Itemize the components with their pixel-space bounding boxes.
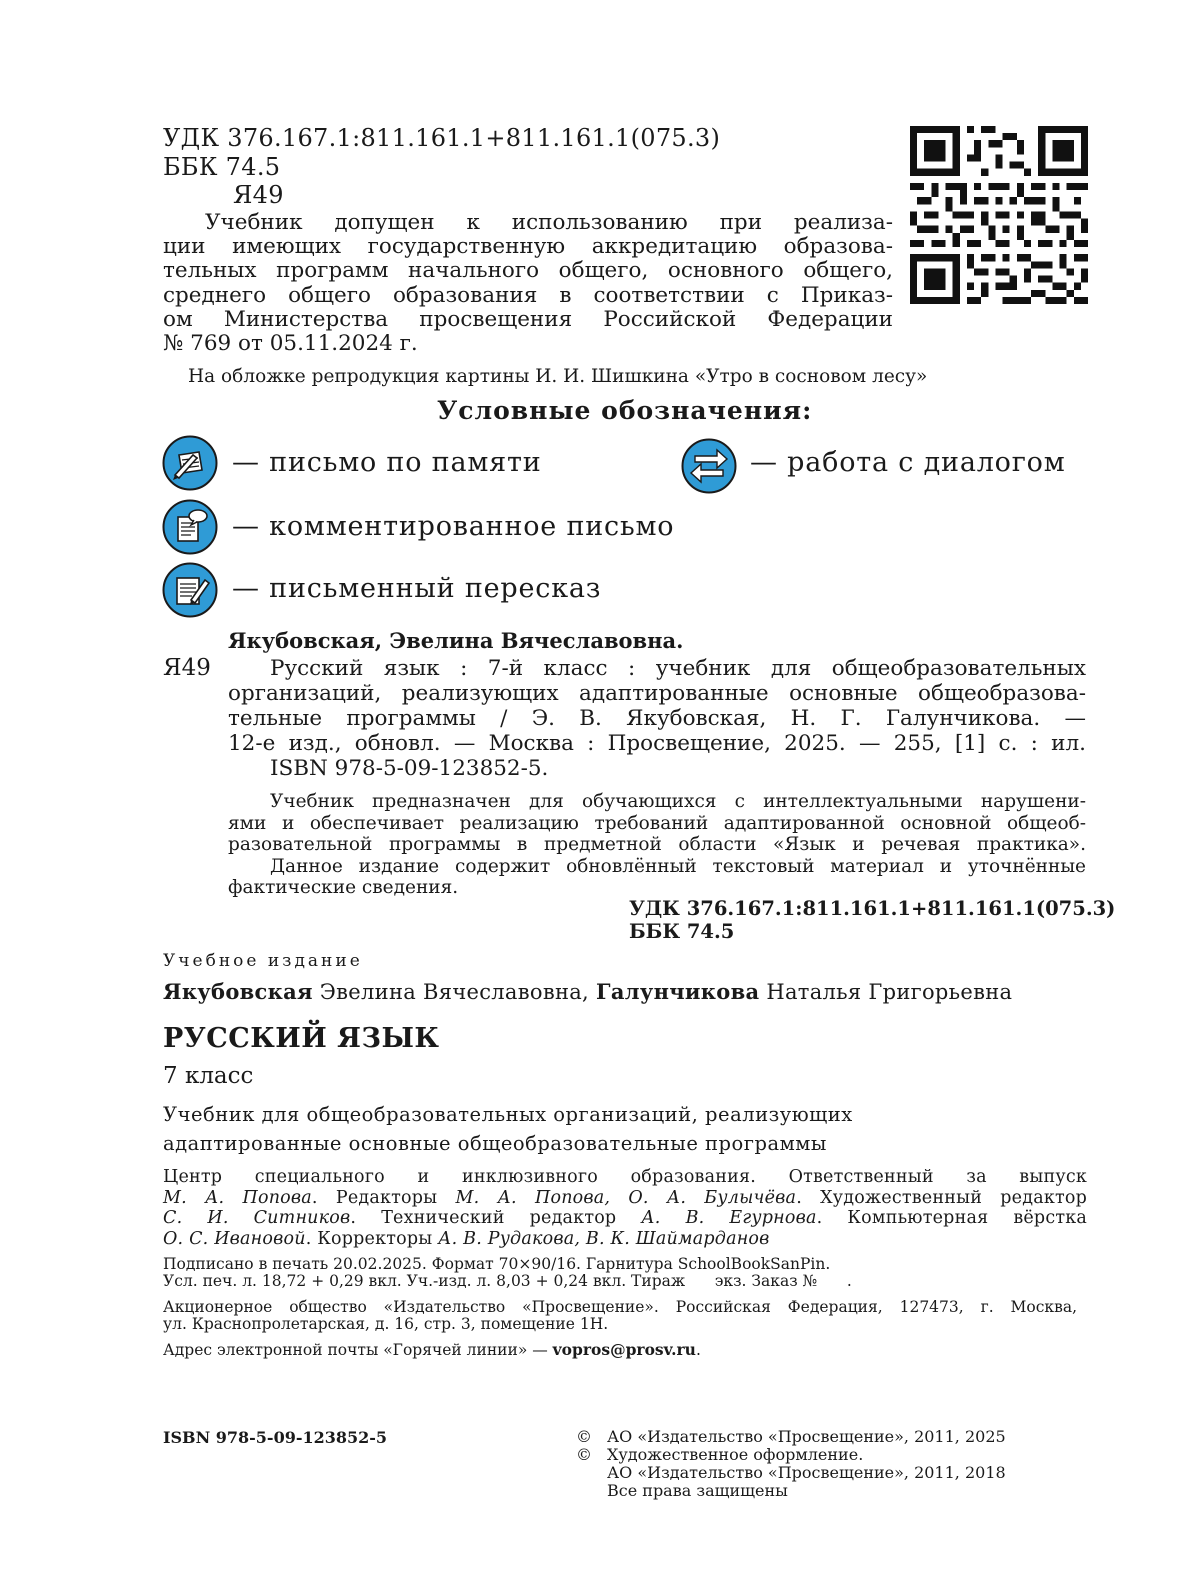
copyright-block xyxy=(607,1428,1006,1500)
legend-title: Условные обозначения: xyxy=(437,396,813,425)
license-line: тельных программ начального общего, основного общего, xyxy=(163,258,893,284)
copyright-line: Все права защищены xyxy=(607,1481,788,1500)
print-line: Подписано в печать 20.02.2025. Формат 70×90/16. Гарнитура SchoolBookSanPin. xyxy=(163,1255,831,1273)
credit-name: О. С. Ивановой xyxy=(163,1228,306,1249)
bibliography-line: тельные программы / Э. В. Якубовская, Н. Г. Галунчикова. — xyxy=(228,706,1086,731)
legend-item-text: — письменный пересказ xyxy=(232,573,602,604)
bibliography-author: Якубовская, Эвелина Вячеславовна. xyxy=(228,628,684,653)
document-pencil-icon xyxy=(162,562,218,618)
license-line: среднего общего образования в соответствии с Приказ- xyxy=(163,282,893,308)
credit-name: М. А. Попова xyxy=(163,1187,312,1208)
email-suffix: . xyxy=(695,1341,701,1359)
credit-name: С. И. Ситников xyxy=(163,1208,351,1228)
bibliography-description xyxy=(228,656,1086,781)
license-line: ом Министерства просвещения Российской Федерации xyxy=(163,306,893,332)
email-link[interactable]: vopros@prosv.ru xyxy=(552,1340,696,1359)
bbk-code: ББК 74.5 xyxy=(163,153,281,181)
credits-line xyxy=(163,1188,1087,1209)
author-given-name: Наталья Григорьевна xyxy=(766,980,1013,1004)
credit-name: А. В. Егурнова xyxy=(641,1208,817,1228)
bibliography-code: Я49 xyxy=(163,655,211,681)
annotation-line: Учебник предназначен для обучающихся с интеллектуальными нарушени- xyxy=(270,791,1086,812)
legend-item-text: — письмо по памяти xyxy=(232,447,542,478)
bibliography-line: организаций, реализующих адаптированные основные общеобразова- xyxy=(228,681,1086,706)
credit-role: . Редакторы xyxy=(311,1187,456,1208)
book-title: РУССКИЙ ЯЗЫК xyxy=(163,1023,440,1054)
publisher-line: Акционерное общество «Издательство «Просвещение». Российская Федерация, 127473, г. Москва, xyxy=(163,1298,1077,1316)
credit-role: . Корректоры xyxy=(305,1228,439,1249)
email-label: Адрес электронной почты «Горячей линии» — xyxy=(163,1341,553,1359)
credit-name: М. А. Попова, О. А. Булычёва xyxy=(455,1187,797,1208)
authors-line xyxy=(163,979,1012,1004)
print-info xyxy=(163,1256,852,1290)
subtitle-line: Учебник для общеобразовательных организаций, реализующих xyxy=(163,1103,853,1126)
annotation-line: Данное издание содержит обновлённый текстовый материал и уточнённые xyxy=(270,855,1086,877)
author-surname: Якубовская xyxy=(163,979,313,1004)
license-line: ции имеющих государственную аккредитацию образова- xyxy=(163,234,893,260)
qr-code xyxy=(910,126,1088,304)
grade-label: 7 класс xyxy=(163,1063,254,1089)
legend-item-text: — комментированное письмо xyxy=(232,511,675,542)
author-surname: Галунчикова xyxy=(596,979,760,1004)
bbk-code-bottom: ББК 74.5 xyxy=(629,920,735,943)
udk-code: УДК 376.167.1:811.161.1+811.161.1(075.3) xyxy=(163,124,721,152)
bibliography-line: 12-е изд., обновл. — Москва : Просвещение, 2025. — 255, [1] с. : ил. xyxy=(228,731,1086,756)
udk-code-bottom: УДК 376.167.1:811.161.1+811.161.1(075.3) xyxy=(629,897,1116,920)
legend-item-text: — работа с диалогом xyxy=(750,447,1066,478)
footer-isbn: ISBN 978-5-09-123852-5 xyxy=(163,1428,388,1447)
bibliography-line: Русский язык : 7-й класс : учебник для общеобразовательных xyxy=(270,656,1086,681)
credits-line: Центр специального и инклюзивного образования. Ответственный за выпуск xyxy=(163,1167,1087,1187)
pen-notebook-icon xyxy=(162,435,218,491)
license-paragraph xyxy=(163,211,893,356)
copyright-symbol: © xyxy=(576,1427,592,1446)
credit-role: . Технический редактор xyxy=(350,1208,642,1228)
annotation xyxy=(228,791,1086,899)
bibliography-isbn: ISBN 978-5-09-123852-5. xyxy=(270,756,549,781)
license-line: № 769 от 05.11.2024 г. xyxy=(163,330,418,356)
copyright-symbol: © xyxy=(576,1445,592,1464)
book-subtitle xyxy=(163,1100,853,1158)
edition-label: Учебное издание xyxy=(163,951,363,971)
annotation-line: ями и обеспечивает реализацию требований адаптированной основной общеоб- xyxy=(228,812,1086,834)
publisher-address xyxy=(163,1299,1077,1333)
author-given-name: Эвелина Вячеславовна, xyxy=(319,980,590,1004)
credit-name: А. В. Рудакова, В. К. Шаймарданов xyxy=(438,1228,770,1249)
hotline-email xyxy=(163,1341,701,1359)
credit-role: . Художественный редактор xyxy=(796,1187,1088,1208)
credits-line xyxy=(163,1208,1087,1229)
annotation-line: фактические сведения. xyxy=(228,877,459,898)
copyright-line: Художественное оформление. xyxy=(607,1445,864,1464)
credits-line xyxy=(163,1229,1087,1250)
author-mark: Я49 xyxy=(233,181,284,209)
license-line: Учебник допущен к использованию при реализа- xyxy=(205,210,893,235)
cover-note: На обложке репродукция картины И. И. Шишкина «Утро в сосновом лесу» xyxy=(188,366,928,387)
publisher-line: ул. Краснопролетарская, д. 16, стр. 3, помещение 1Н. xyxy=(163,1315,609,1333)
credits xyxy=(163,1167,1087,1249)
credit-role: . Компьютерная вёрстка xyxy=(816,1208,1087,1228)
arrows-exchange-icon xyxy=(681,438,737,494)
copyright-line: АО «Издательство «Просвещение», 2011, 2025 xyxy=(607,1427,1006,1446)
print-line: Усл. печ. л. 18,72 + 0,29 вкл. Уч.-изд. л. 8,03 + 0,24 вкл. Тираж экз. Заказ № . xyxy=(163,1272,852,1290)
copyright-line: АО «Издательство «Просвещение», 2011, 2018 xyxy=(607,1463,1006,1482)
commented-document-icon xyxy=(162,499,218,555)
annotation-line: разовательной программы в предметной области «Язык и речевая практика». xyxy=(228,834,1086,855)
subtitle-line: адаптированные основные общеобразовательные программы xyxy=(163,1132,827,1155)
